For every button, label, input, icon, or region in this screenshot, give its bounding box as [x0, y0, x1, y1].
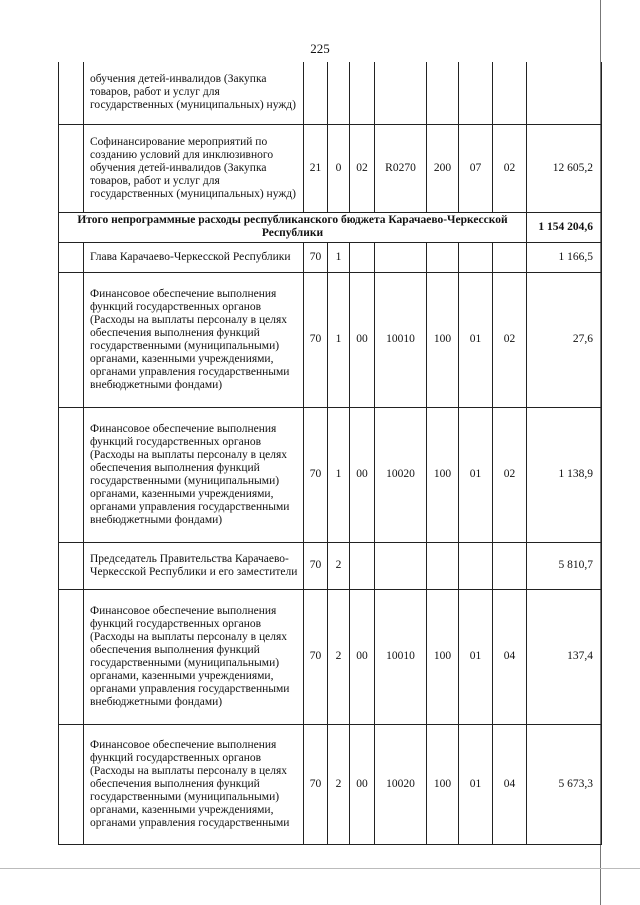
- code-cell: [375, 242, 427, 272]
- table-row: [59, 589, 602, 724]
- code-cell: [493, 242, 527, 272]
- empty-cell: [59, 62, 84, 124]
- code-cell: 1: [328, 242, 350, 272]
- total-amount: 1 154 204,6: [527, 212, 602, 242]
- code-cell: 00: [350, 407, 375, 542]
- code-cell: 0: [328, 124, 350, 212]
- row-description: Финансовое обеспечение выполнения функций государственных органов (Расходы на выплаты персоналу в целях обеспечения выполнения функций государственными (муниципальными) органами, казенными учреждениями, органами управления государственными: [84, 724, 304, 844]
- row-description: Финансовое обеспечение выполнения функций государственных органов (Расходы на выплаты персоналу в целях обеспечения выполнения функций государственными (муниципальными) органами, казенными учреждениями, органами управления государственными внебюджетными фондами): [84, 272, 304, 407]
- code-cell: 200: [427, 124, 459, 212]
- code-cell: [350, 242, 375, 272]
- code-cell: 10010: [375, 589, 427, 724]
- code-cell: 70: [304, 724, 328, 844]
- code-cell: 2: [328, 542, 350, 589]
- code-cell: 01: [459, 724, 493, 844]
- page-number: 225: [310, 41, 330, 56]
- code-cell: 2: [328, 724, 350, 844]
- empty-cell: [59, 724, 84, 844]
- code-cell: 01: [459, 407, 493, 542]
- row-description: Софинансирование мероприятий по созданию условий для инклюзивного обучения детей-инвалидов (Закупка товаров, работ и услуг для государственных (муниципальных) нужд): [84, 124, 304, 212]
- code-cell: 100: [427, 272, 459, 407]
- table-row: [59, 542, 602, 589]
- table-row: [59, 272, 602, 407]
- code-cell: 00: [350, 589, 375, 724]
- code-cell: 100: [427, 407, 459, 542]
- amount-cell: 5 810,7: [527, 542, 602, 589]
- budget-table: [58, 62, 602, 845]
- row-description: Председатель Правительства Карачаево-Черкесской Республики и его заместители: [84, 542, 304, 589]
- code-cell: 100: [427, 724, 459, 844]
- amount-cell: 1 138,9: [527, 407, 602, 542]
- code-cell: 70: [304, 242, 328, 272]
- table-row: [59, 242, 602, 272]
- code-cell: 10020: [375, 724, 427, 844]
- table-row: [59, 124, 602, 212]
- code-cell: 02: [493, 124, 527, 212]
- amount-cell: 137,4: [527, 589, 602, 724]
- code-cell: [459, 62, 493, 124]
- code-cell: [328, 62, 350, 124]
- code-cell: 70: [304, 542, 328, 589]
- table-row: [59, 407, 602, 542]
- row-description: Финансовое обеспечение выполнения функций государственных органов (Расходы на выплаты персоналу в целях обеспечения выполнения функций государственными (муниципальными) органами, казенными учреждениями, органами управления государственными внебюджетными фондами): [84, 407, 304, 542]
- code-cell: 70: [304, 407, 328, 542]
- code-cell: 01: [459, 272, 493, 407]
- code-cell: [459, 242, 493, 272]
- code-cell: 100: [427, 589, 459, 724]
- code-cell: 01: [459, 589, 493, 724]
- empty-cell: [59, 407, 84, 542]
- code-cell: 02: [493, 407, 527, 542]
- code-cell: [375, 62, 427, 124]
- code-cell: [493, 542, 527, 589]
- row-description: обучения детей-инвалидов (Закупка товаров, работ и услуг для государственных (муниципальных) нужд): [84, 62, 304, 124]
- code-cell: [350, 62, 375, 124]
- empty-cell: [59, 124, 84, 212]
- code-cell: 04: [493, 724, 527, 844]
- empty-cell: [59, 542, 84, 589]
- amount-cell: 12 605,2: [527, 124, 602, 212]
- code-cell: [427, 62, 459, 124]
- code-cell: 1: [328, 272, 350, 407]
- code-cell: 21: [304, 124, 328, 212]
- code-cell: [350, 542, 375, 589]
- row-description: Финансовое обеспечение выполнения функций государственных органов (Расходы на выплаты персоналу в целях обеспечения выполнения функций государственными (муниципальными) органами, казенными учреждениями, органами управления государственными внебюджетными фондами): [84, 589, 304, 724]
- code-cell: 07: [459, 124, 493, 212]
- code-cell: R0270: [375, 124, 427, 212]
- row-description: Глава Карачаево-Черкесской Республики: [84, 242, 304, 272]
- code-cell: 2: [328, 589, 350, 724]
- code-cell: 00: [350, 724, 375, 844]
- page-bottom-line: [0, 868, 640, 869]
- code-cell: [427, 542, 459, 589]
- code-cell: 10020: [375, 407, 427, 542]
- code-cell: [427, 242, 459, 272]
- amount-cell: 5 673,3: [527, 724, 602, 844]
- total-row: [59, 212, 602, 242]
- code-cell: 1: [328, 407, 350, 542]
- empty-cell: [59, 272, 84, 407]
- total-label: Итого непрограммные расходы республиканского бюджета Карачаево-Черкесской Республики: [59, 212, 527, 242]
- code-cell: 70: [304, 589, 328, 724]
- table-row: [59, 724, 602, 844]
- code-cell: [375, 542, 427, 589]
- code-cell: 04: [493, 589, 527, 724]
- code-cell: 00: [350, 272, 375, 407]
- code-cell: [304, 62, 328, 124]
- empty-cell: [59, 589, 84, 724]
- amount-cell: [527, 62, 602, 124]
- empty-cell: [59, 242, 84, 272]
- amount-cell: 1 166,5: [527, 242, 602, 272]
- code-cell: [459, 542, 493, 589]
- code-cell: 02: [350, 124, 375, 212]
- code-cell: 70: [304, 272, 328, 407]
- code-cell: [493, 62, 527, 124]
- table-row: [59, 62, 602, 124]
- amount-cell: 27,6: [527, 272, 602, 407]
- code-cell: 10010: [375, 272, 427, 407]
- code-cell: 02: [493, 272, 527, 407]
